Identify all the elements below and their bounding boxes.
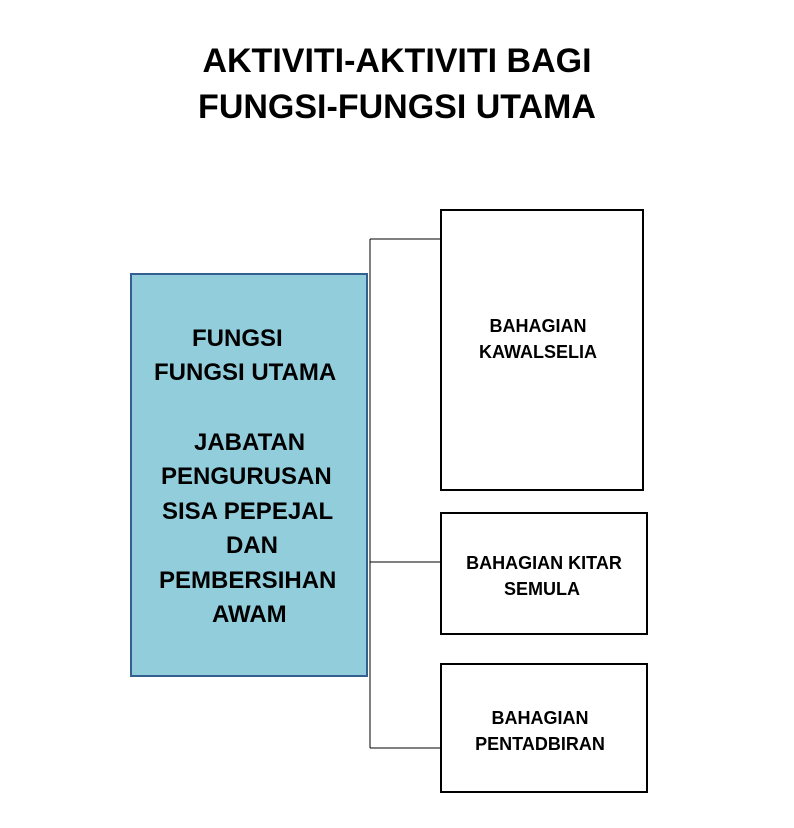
sub-box-label: PENTADBIRAN [475,734,605,754]
main-box-line: FUNGSI [192,325,283,352]
main-box-line: PENGURUSAN [161,463,332,490]
main-function-box [130,273,368,677]
main-box-line: AWAM [212,601,287,628]
main-box-line: PEMBERSIHAN [159,567,337,594]
main-box-line: FUNGSI UTAMA [154,359,337,386]
sub-box-label: BAHAGIAN [491,708,589,728]
main-box-line: JABATAN [194,429,306,456]
main-box-line: DAN [226,532,278,559]
diagram-title-line-2: FUNGSI-FUNGSI UTAMA [198,88,596,126]
diagram-title-line-1: AKTIVITI-AKTIVITI BAGI [202,42,592,80]
sub-box-label: SEMULA [504,579,580,599]
sub-box-label: KAWALSELIA [478,342,597,362]
sub-box-kitar-semula [440,512,648,635]
sub-box-label: BAHAGIAN KITAR [466,553,622,573]
sub-box-label: BAHAGIAN [489,316,587,336]
main-box-line: SISA PEPEJAL [162,498,334,525]
sub-box-kawalselia [440,209,644,491]
sub-box-pentadbiran [440,663,648,793]
